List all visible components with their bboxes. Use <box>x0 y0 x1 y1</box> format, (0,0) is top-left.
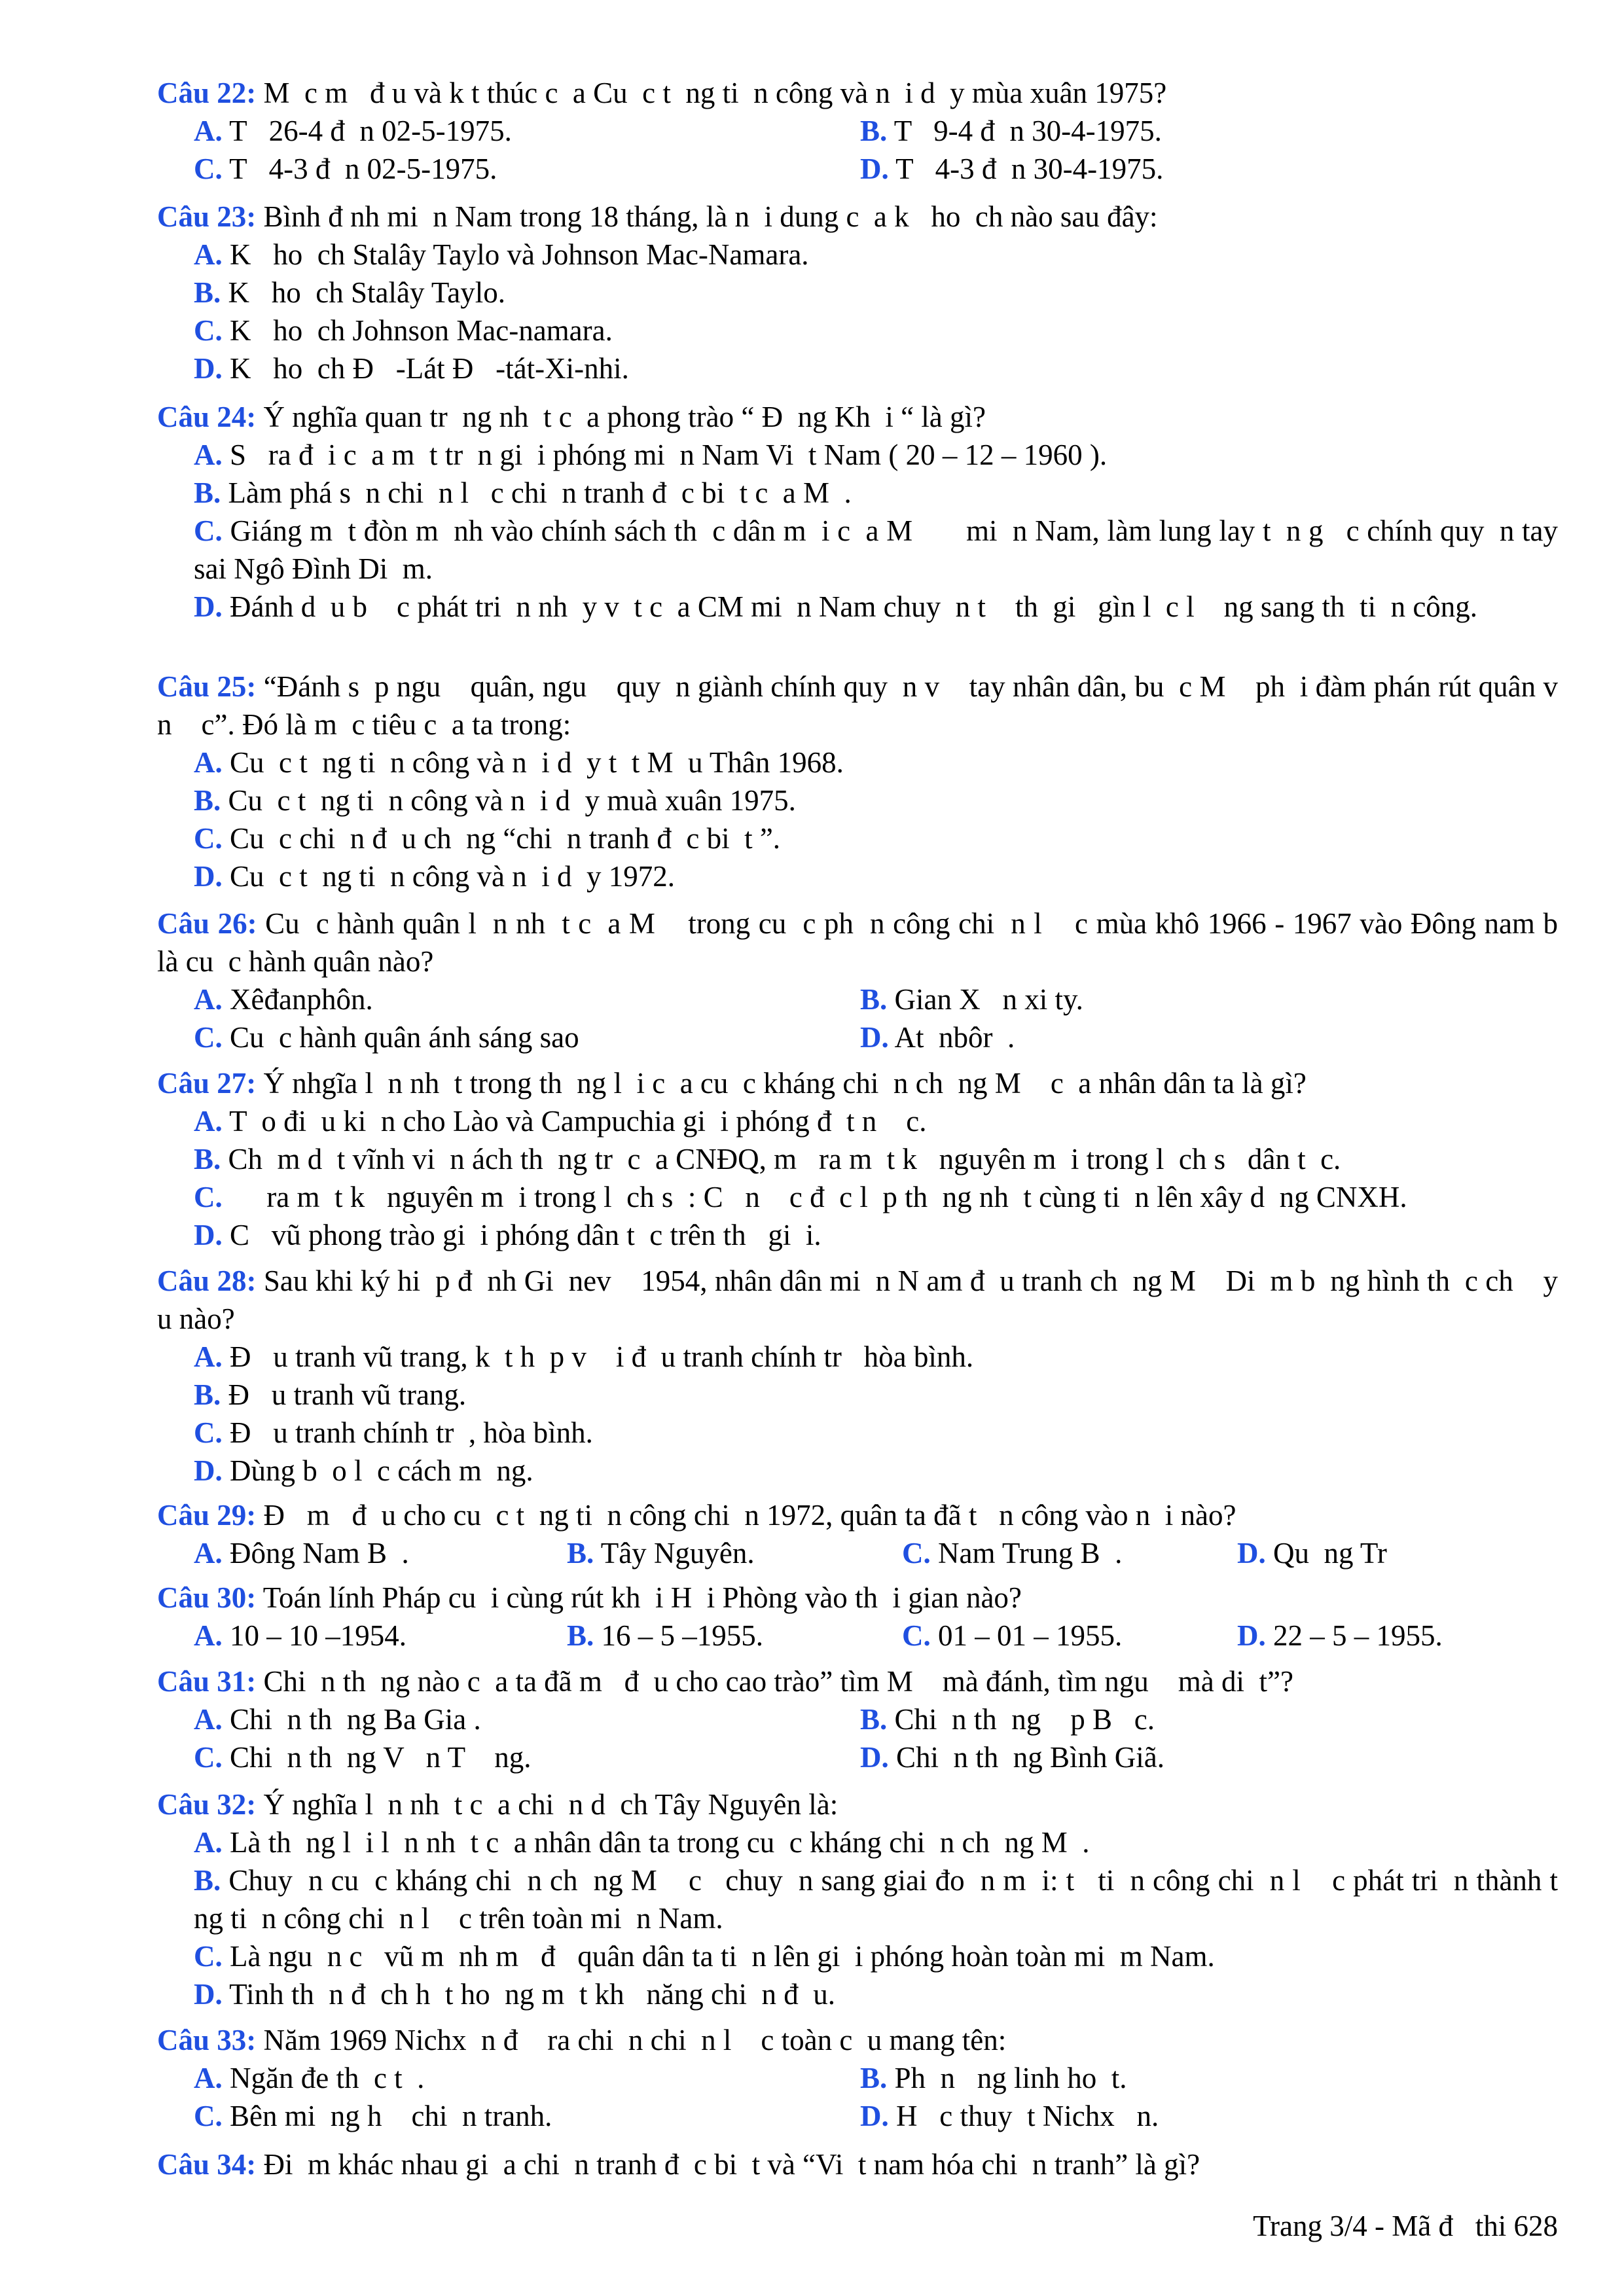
option-text: Đ u tranh chính tr , hòa bình. <box>222 1416 593 1449</box>
question-text: Đ m đ u cho cu c t ng ti n công chi n 1972, quân ta đã t n công vào n i nào? <box>256 1499 1236 1532</box>
option-c <box>865 1617 1200 1655</box>
option-label: D. <box>194 860 223 893</box>
option-c <box>157 1937 1558 1975</box>
answer-options <box>157 744 1558 895</box>
option-d <box>823 1738 1490 1776</box>
question-stem <box>157 1064 1558 1102</box>
option-a <box>157 980 823 1018</box>
option-text: Ph n ng linh ho t. <box>887 2062 1127 2094</box>
option-b <box>157 1376 1558 1414</box>
option-text: Đánh d u b c phát tri n nh y v t c a CM mi n Nam chuy n t th gi gìn l c l ng sang th ti n công. <box>222 590 1478 623</box>
option-a <box>157 1700 823 1738</box>
option-d <box>1200 1534 1536 1572</box>
option-text: Cu c t ng ti n công và n i d y muà xuân 1975. <box>221 784 796 817</box>
question-text: Đi m khác nhau gi a chi n tranh đ c bi t và “Vi t nam hóa chi n tranh” là gì? <box>256 2148 1200 2181</box>
option-label: B. <box>860 115 888 147</box>
question-number: Câu 25: <box>157 670 257 703</box>
option-text: Ngăn đe th c t . <box>222 2062 425 2094</box>
question-27 <box>157 1064 1558 1254</box>
option-c <box>157 312 1558 350</box>
option-b <box>157 781 1558 819</box>
question-number: Câu 30: <box>157 1581 257 1614</box>
option-text: Làm phá s n chi n l c chi n tranh đ c bi t c a M . <box>221 476 852 509</box>
question-number: Câu 23: <box>157 200 257 233</box>
option-text: T 9-4 đ n 30-4-1975. <box>887 115 1162 147</box>
question-text: Ý nghĩa l n nh t c a chi n d ch Tây Nguyên là: <box>256 1788 839 1821</box>
option-text: H c thuy t Nichx n. <box>888 2100 1159 2132</box>
option-b <box>157 1861 1573 1937</box>
option-label: C. <box>194 2100 223 2132</box>
option-c <box>157 819 1558 857</box>
question-31 <box>157 1662 1558 1776</box>
option-c <box>157 1738 823 1776</box>
option-label: D. <box>194 590 223 623</box>
option-text: Dùng b o l c cách m ng. <box>222 1454 533 1487</box>
answer-options <box>157 1102 1558 1254</box>
question-number: Câu 27: <box>157 1067 257 1100</box>
question-30 <box>157 1579 1558 1655</box>
option-label: B. <box>194 276 221 309</box>
question-text: Ý nhgĩa l n nh t trong th ng l i c a cu c kháng chi n ch ng M c a nhân dân ta là gì? <box>256 1067 1307 1100</box>
option-label: D. <box>1237 1619 1266 1652</box>
question-number: Câu 24: <box>157 401 257 433</box>
answer-options <box>157 1617 1558 1655</box>
option-text: C vũ phong trào gi i phóng dân t c trên th gi i. <box>222 1219 821 1251</box>
question-number: Câu 31: <box>157 1665 257 1698</box>
option-d <box>157 588 1558 626</box>
answer-options <box>157 112 1558 188</box>
option-label: D. <box>860 1741 889 1774</box>
option-text: Đ u tranh vũ trang, k t h p v i đ u tranh chính tr hòa bình. <box>222 1340 974 1373</box>
answer-options <box>157 2059 1558 2135</box>
question-text: Ý nghĩa quan tr ng nh t c a phong trào “ Đ ng Kh i “ là gì? <box>256 401 986 433</box>
option-text: Tinh th n đ ch h t ho ng m t kh năng chi n đ u. <box>222 1978 836 2011</box>
option-c <box>157 1018 823 1056</box>
question-stem <box>157 2145 1558 2183</box>
question-number: Câu 26: <box>157 907 257 940</box>
option-label: D. <box>194 1978 223 2011</box>
option-d <box>157 1216 1558 1254</box>
question-text: Toán lính Pháp cu i cùng rút kh i H i Phòng vào th i gian nào? <box>256 1581 1022 1614</box>
option-a <box>157 744 1558 781</box>
option-label: C. <box>194 1416 223 1449</box>
option-a <box>157 436 1558 474</box>
option-text: S ra đ i c a m t tr n gi i phóng mi n Nam Vi t Nam ( 20 – 12 – 1960 ). <box>222 439 1108 471</box>
option-d <box>157 857 1558 895</box>
question-25 <box>157 668 1588 895</box>
option-text: Cu c t ng ti n công và n i d y 1972. <box>222 860 675 893</box>
option-text: Bên mi ng h chi n tranh. <box>222 2100 552 2132</box>
option-d <box>157 1452 1558 1490</box>
question-stem <box>157 2021 1558 2059</box>
option-b <box>823 112 1490 150</box>
option-label: A. <box>194 1619 223 1652</box>
option-text: T 4-3 đ n 02-5-1975. <box>222 152 497 185</box>
option-b <box>823 1700 1490 1738</box>
question-text: Sau khi ký hi p đ nh Gi nev 1954, nhân dân mi n N am đ u tranh ch ng M Di m b ng hình th c ch y u nào? <box>157 1265 1566 1335</box>
option-text: Chuy n cu c kháng chi n ch ng M c chuy n sang giai đo n m i: t ti n công chi n l c phát tri n thành t ng ti n công chi n l c trên toàn mi n Nam. <box>194 1864 1573 1935</box>
question-number: Câu 22: <box>157 77 257 109</box>
option-label: C. <box>902 1537 931 1570</box>
option-d <box>157 1975 1558 2013</box>
question-stem <box>157 1662 1558 1700</box>
option-c <box>157 512 1566 588</box>
option-label: A. <box>194 1537 223 1570</box>
question-34 <box>157 2145 1558 2183</box>
option-b <box>157 474 1558 512</box>
option-c <box>157 1414 1558 1452</box>
option-label: D. <box>860 1021 889 1054</box>
question-32 <box>157 1785 1573 2013</box>
option-text: Cu c hành quân ánh sáng sao <box>222 1021 579 1054</box>
question-stem <box>157 1496 1558 1534</box>
option-label: A. <box>194 746 223 779</box>
page-footer: Trang 3/4 - Mã đ thi 628 <box>1253 2210 1558 2242</box>
question-26 <box>157 905 1580 1056</box>
option-a <box>157 1823 1558 1861</box>
question-22 <box>157 74 1558 188</box>
option-text: Giáng m t đòn m nh vào chính sách th c dân m i c a M mi n Nam, làm lung lay t n g c chính quy n tay sai Ngô Đình Di m. <box>194 514 1566 585</box>
option-text: 22 – 5 – 1955. <box>1265 1619 1443 1652</box>
answer-options <box>157 1534 1558 1572</box>
question-text: Năm 1969 Nichx n đ ra chi n chi n l c toàn c u mang tên: <box>256 2024 1007 2056</box>
option-label: A. <box>194 1826 223 1859</box>
option-a <box>157 2059 823 2097</box>
option-a <box>157 112 823 150</box>
option-c <box>157 150 823 188</box>
option-label: A. <box>194 1340 223 1373</box>
option-text: Gian X n xi ty. <box>887 983 1083 1016</box>
option-c <box>865 1534 1200 1572</box>
question-number: Câu 32: <box>157 1788 257 1821</box>
answer-options <box>157 1823 1573 2013</box>
option-label: D. <box>860 152 889 185</box>
option-label: B. <box>194 476 221 509</box>
option-label: B. <box>194 1378 221 1411</box>
option-a <box>157 1102 1558 1140</box>
option-text: Là th ng l i l n nh t c a nhân dân ta trong cu c kháng chi n ch ng M . <box>222 1826 1090 1859</box>
option-label: C. <box>194 1940 223 1973</box>
option-label: A. <box>194 983 223 1016</box>
question-stem <box>157 1262 1566 1338</box>
option-label: B. <box>860 1703 888 1736</box>
option-text: Chi n th ng Ba Gia . <box>222 1703 481 1736</box>
option-label: D. <box>194 1219 223 1251</box>
option-text: K ho ch Johnson Mac-namara. <box>222 314 613 347</box>
option-label: A. <box>194 238 223 271</box>
question-33 <box>157 2021 1558 2135</box>
option-text: Ch m d t vĩnh vi n ách th ng tr c a CNĐQ, m ra m t k nguyên m i trong l ch s dân t c. <box>221 1143 1341 1175</box>
option-label: C. <box>194 822 223 855</box>
option-b <box>530 1534 865 1572</box>
question-text: Cu c hành quân l n nh t c a M trong cu c ph n công chi n l c mùa khô 1966 - 1967 vào Đông nam b là cu c hành quân nào? <box>157 907 1580 978</box>
option-b <box>823 2059 1490 2097</box>
option-text: 01 – 01 – 1955. <box>930 1619 1123 1652</box>
option-label: D. <box>860 2100 889 2132</box>
option-text: Qu ng Tr <box>1265 1537 1387 1570</box>
option-c <box>157 1178 1558 1216</box>
option-text: Cu c t ng ti n công và n i d y t t M u Thân 1968. <box>222 746 844 779</box>
option-text: ra m t k nguyên m i trong l ch s : C n c đ c l p th ng nh t cùng ti n lên xây d ng CNXH. <box>222 1181 1407 1213</box>
option-label: C. <box>194 152 223 185</box>
question-24 <box>157 398 1566 626</box>
option-text: Nam Trung B . <box>930 1537 1123 1570</box>
option-label: A. <box>194 1703 223 1736</box>
option-b <box>823 980 1490 1018</box>
option-label: D. <box>194 1454 223 1487</box>
option-d <box>823 1018 1490 1056</box>
option-text: Tây Nguyên. <box>594 1537 755 1570</box>
option-label: B. <box>860 2062 888 2094</box>
question-stem <box>157 1785 1558 1823</box>
question-stem <box>157 1579 1558 1617</box>
option-d <box>157 350 1558 387</box>
option-c <box>157 2097 823 2135</box>
option-label: A. <box>194 439 223 471</box>
option-text: Chi n th ng V n T ng. <box>222 1741 532 1774</box>
option-label: B. <box>860 983 888 1016</box>
option-a <box>157 236 1558 274</box>
option-a <box>157 1338 1558 1376</box>
option-label: C. <box>194 1181 223 1213</box>
option-text: Xêđanphôn. <box>222 983 373 1016</box>
question-stem <box>157 668 1588 744</box>
question-text: Bình đ nh mi n Nam trong 18 tháng, là n i dung c a k ho ch nào sau đây: <box>256 200 1158 233</box>
option-label: C. <box>194 314 223 347</box>
option-text: 16 – 5 –1955. <box>594 1619 764 1652</box>
option-text: K ho ch Stalây Taylo và Johnson Mac-Namara. <box>222 238 809 271</box>
option-text: Đông Nam B . <box>222 1537 409 1570</box>
question-text: “Đánh s p ngu quân, ngu quy n giành chính quy n v tay nhân dân, bu c M ph i đàm phán rút quân v n c”. Đó là m c tiêu c a ta trong: <box>157 670 1588 741</box>
option-a <box>157 1534 530 1572</box>
question-number: Câu 33: <box>157 2024 257 2056</box>
question-text: Chi n th ng nào c a ta đã m đ u cho cao trào” tìm M mà đánh, tìm ngu mà di t”? <box>256 1665 1293 1698</box>
answer-options <box>157 236 1558 387</box>
option-label: A. <box>194 1105 223 1138</box>
question-stem <box>157 198 1558 236</box>
option-label: B. <box>567 1619 594 1652</box>
option-label: C. <box>194 1021 223 1054</box>
question-28 <box>157 1262 1566 1490</box>
option-text: T o đi u ki n cho Lào và Campuchia gi i phóng đ t n c. <box>222 1105 927 1138</box>
question-stem <box>157 398 1558 436</box>
option-label: A. <box>194 2062 223 2094</box>
option-text: K ho ch Đ -Lát Đ -tát-Xi-nhi. <box>222 352 629 385</box>
question-23 <box>157 198 1558 387</box>
option-label: C. <box>194 514 223 547</box>
option-d <box>1200 1617 1536 1655</box>
option-a <box>157 1617 530 1655</box>
option-label: B. <box>194 784 221 817</box>
option-b <box>530 1617 865 1655</box>
option-text: Cu c chi n đ u ch ng “chi n tranh đ c bi t ”. <box>222 822 781 855</box>
question-29 <box>157 1496 1558 1572</box>
answer-options <box>157 1700 1558 1776</box>
question-stem <box>157 74 1558 112</box>
option-d <box>823 2097 1490 2135</box>
option-text: T 4-3 đ n 30-4-1975. <box>888 152 1164 185</box>
option-text: Chi n th ng Bình Giã. <box>888 1741 1165 1774</box>
option-label: D. <box>1237 1537 1266 1570</box>
option-text: K ho ch Stalây Taylo. <box>221 276 505 309</box>
answer-options <box>157 436 1566 626</box>
question-number: Câu 29: <box>157 1499 257 1532</box>
answer-options <box>157 1338 1558 1490</box>
question-number: Câu 28: <box>157 1265 257 1297</box>
option-label: A. <box>194 115 223 147</box>
option-label: C. <box>902 1619 931 1652</box>
option-label: B. <box>194 1864 221 1897</box>
option-text: Đ u tranh vũ trang. <box>221 1378 467 1411</box>
option-d <box>823 150 1490 188</box>
option-text: 10 – 10 –1954. <box>222 1619 406 1652</box>
option-text: Là ngu n c vũ m nh m đ quân dân ta ti n lên gi i phóng hoàn toàn mi m Nam. <box>222 1940 1215 1973</box>
answer-options <box>157 980 1558 1056</box>
option-label: B. <box>194 1143 221 1175</box>
option-label: C. <box>194 1741 223 1774</box>
question-stem <box>157 905 1580 980</box>
option-text: Chi n th ng p B c. <box>887 1703 1155 1736</box>
option-b <box>157 1140 1558 1178</box>
option-b <box>157 274 1558 312</box>
question-number: Câu 34: <box>157 2148 257 2181</box>
option-label: D. <box>194 352 223 385</box>
option-text: T 26-4 đ n 02-5-1975. <box>222 115 512 147</box>
option-label: B. <box>567 1537 594 1570</box>
question-text: M c m đ u và k t thúc c a Cu c t ng ti n công và n i d y mùa xuân 1975? <box>256 77 1167 109</box>
option-text: At nbôr . <box>888 1021 1015 1054</box>
